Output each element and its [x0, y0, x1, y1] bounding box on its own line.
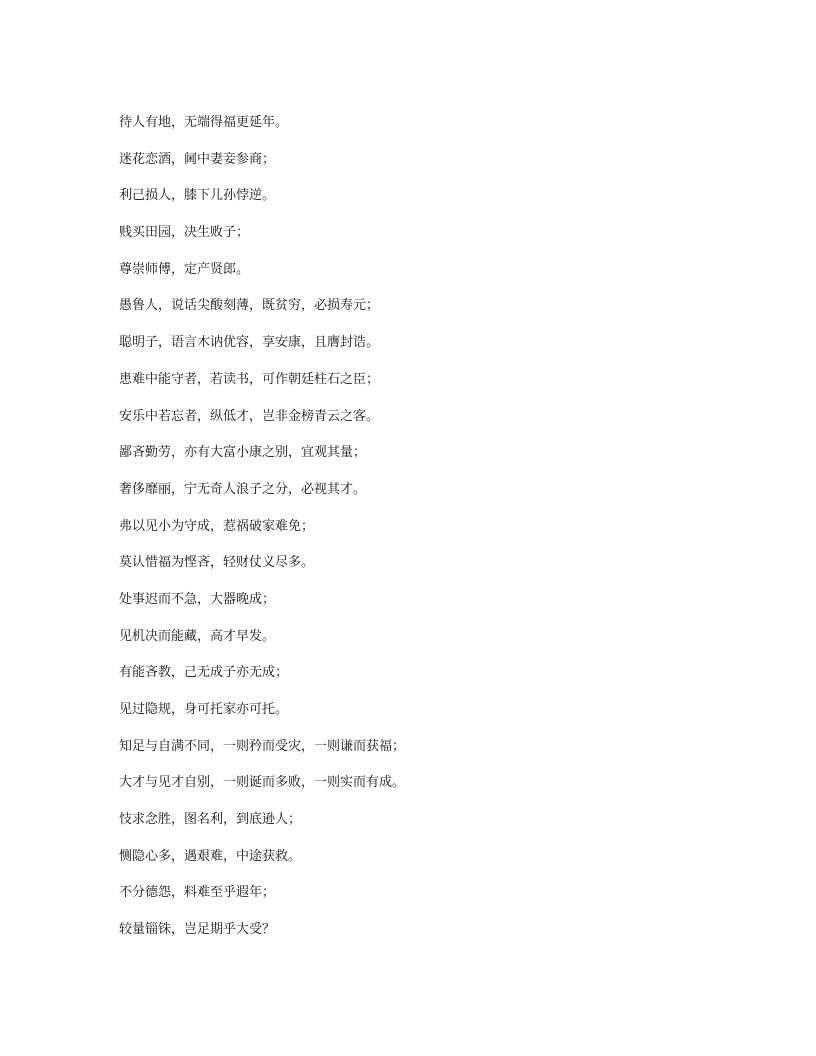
text-line: 聪明子，语言木讷优容，享安康，且膺封诰。 — [119, 335, 380, 351]
text-line: 鄙吝勤劳，亦有大富小康之别，宜观其量； — [119, 445, 367, 461]
text-line: 大才与见才自别，一则诞而多败，一则实而有成。 — [119, 775, 406, 791]
text-line: 知足与自满不同，一则矜而受灾，一则谦而获福； — [119, 738, 406, 754]
text-line: 待人有地，无端得福更延年。 — [119, 115, 289, 130]
text-line: 利己损人，膝下儿孙悖逆。 — [119, 188, 276, 204]
text-line: 忮求念胜，图名利，到底逊人； — [119, 812, 302, 828]
text-line: 见机决而能藏，高才早发。 — [119, 628, 276, 644]
text-line: 贱买田园，决生败子； — [119, 225, 250, 241]
text-line: 见过隐规，身可托家亦可托。 — [119, 702, 289, 717]
text-line: 奢侈靡丽，宁无奇人浪子之分，必视其才。 — [119, 481, 367, 497]
text-line: 较量锱铢，岂足期乎大受？ — [119, 922, 276, 938]
text-line: 弗以见小为守成，惹祸破家难免； — [119, 518, 315, 534]
document-body — [119, 112, 719, 956]
text-line: 迷花恋酒，阃中妻妾参商； — [119, 151, 276, 167]
text-line: 莫认惜福为悭吝，轻财仗义尽多。 — [119, 555, 315, 571]
text-line: 恻隐心多，遇艰难，中途获救。 — [119, 848, 302, 864]
text-line: 处事迟而不急，大器晚成； — [119, 591, 276, 607]
text-line: 不分德怨，料难至乎遐年； — [119, 885, 276, 901]
text-line: 安乐中若忘者，纵低才，岂非金榜青云之客。 — [119, 408, 380, 424]
text-line: 患难中能守者，若读书，可作朝廷柱石之臣； — [119, 371, 380, 387]
text-line: 愚鲁人，说话尖酸刻薄，既贫穷，必损寿元； — [119, 298, 380, 314]
text-line: 有能吝教，己无成子亦无成； — [119, 665, 289, 681]
text-line: 尊崇师傅，定产贤郎。 — [119, 261, 250, 277]
